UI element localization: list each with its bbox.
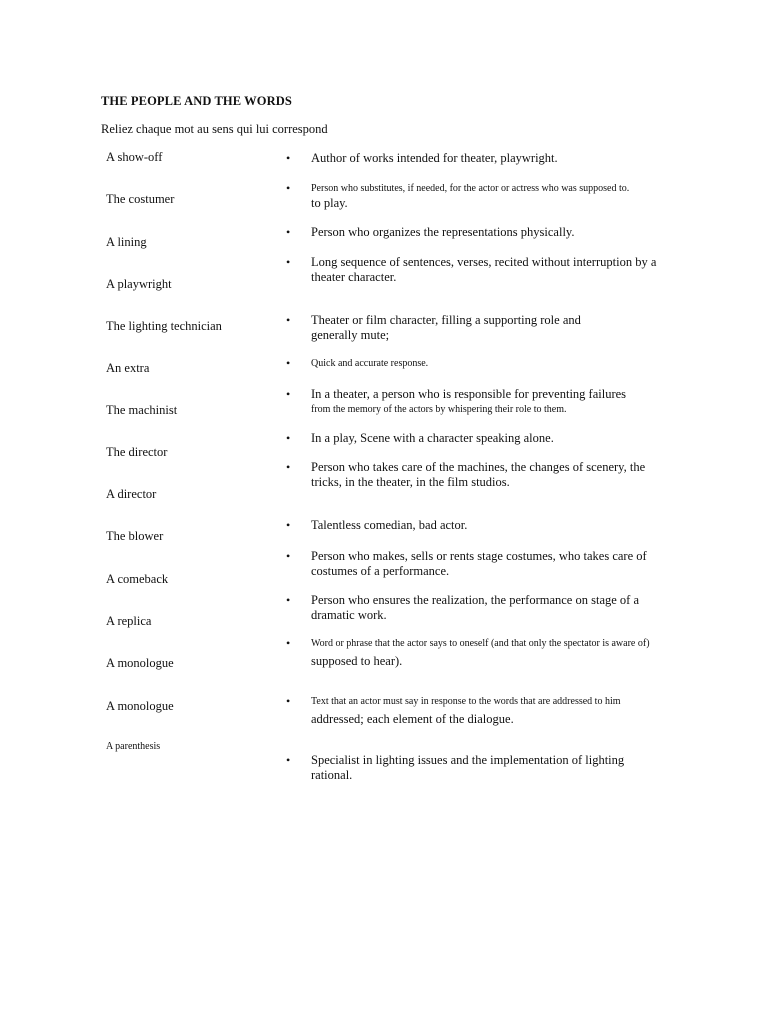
term-item: An extra — [106, 361, 150, 375]
term-item: A director — [106, 487, 157, 501]
term-item: A replica — [106, 614, 152, 628]
definition-line: costumes of a performance. — [311, 564, 450, 578]
definition-line: Theater or film character, filling a supporting role and — [311, 313, 581, 327]
term-item: A parenthesis — [106, 741, 161, 752]
term-item: The machinist — [106, 403, 178, 417]
definition-line: Person who organizes the representations physically. — [311, 225, 575, 239]
term-item: A comeback — [106, 572, 169, 586]
definition-line: Person who takes care of the machines, the changes of scenery, the — [311, 460, 646, 474]
definition-line: dramatic work. — [311, 608, 387, 622]
term-item: The lighting technician — [106, 319, 222, 333]
bullet-icon: • — [286, 313, 291, 327]
instruction-text: Reliez chaque mot au sens qui lui correspond — [101, 122, 328, 136]
bullet-icon: • — [286, 549, 291, 563]
definition-line: theater character. — [311, 270, 397, 284]
term-item: The director — [106, 445, 168, 459]
bullet-icon: • — [286, 431, 291, 445]
definition-line: Author of works intended for theater, playwright. — [311, 151, 558, 165]
bullet-icon: • — [286, 694, 291, 708]
page-title: THE PEOPLE AND THE WORDS — [101, 94, 292, 108]
term-item: A lining — [106, 235, 147, 249]
definition-line: to play. — [311, 196, 348, 210]
definition-line: Talentless comedian, bad actor. — [311, 518, 468, 532]
bullet-icon: • — [286, 255, 291, 269]
bullet-icon: • — [286, 753, 291, 767]
definition-line: Person who substitutes, if needed, for the actor or actress who was supposed to. — [311, 183, 630, 194]
definition-line: Text that an actor must say in response to the words that are addressed to him — [311, 696, 621, 707]
bullet-icon: • — [286, 636, 291, 650]
definition-line: addressed; each element of the dialogue. — [311, 712, 514, 726]
bullet-icon: • — [286, 593, 291, 607]
definition-line: Word or phrase that the actor says to oneself (and that only the spectator is aware of) — [311, 638, 650, 649]
definition-line: Quick and accurate response. — [311, 358, 429, 369]
definition-line: rational. — [311, 768, 353, 782]
definition-line: Specialist in lighting issues and the implementation of lighting — [311, 753, 625, 767]
definition-line: from the memory of the actors by whispering their role to them. — [311, 404, 567, 415]
definition-line: tricks, in the theater, in the film studios. — [311, 475, 510, 489]
definition-line: generally mute; — [311, 328, 390, 342]
bullet-icon: • — [286, 518, 291, 532]
bullet-icon: • — [286, 151, 291, 165]
bullet-icon: • — [286, 181, 291, 195]
bullet-icon: • — [286, 225, 291, 239]
definition-line: In a play, Scene with a character speaking alone. — [311, 431, 554, 445]
term-item: A monologue — [106, 699, 174, 713]
definition-line: Person who makes, sells or rents stage costumes, who takes care of — [311, 549, 647, 563]
term-item: A monologue — [106, 656, 174, 670]
definition-line: Long sequence of sentences, verses, recited without interruption by a — [311, 255, 657, 269]
term-item: A playwright — [106, 277, 172, 291]
bullet-icon: • — [286, 356, 291, 370]
definition-line: In a theater, a person who is responsible for preventing failures — [311, 387, 627, 401]
term-item: The blower — [106, 529, 164, 543]
term-item: The costumer — [106, 192, 175, 206]
bullet-icon: • — [286, 460, 291, 474]
term-item: A show-off — [106, 150, 163, 164]
definition-line: supposed to hear). — [311, 654, 403, 668]
definition-line: Person who ensures the realization, the performance on stage of a — [311, 593, 640, 607]
bullet-icon: • — [286, 387, 291, 401]
